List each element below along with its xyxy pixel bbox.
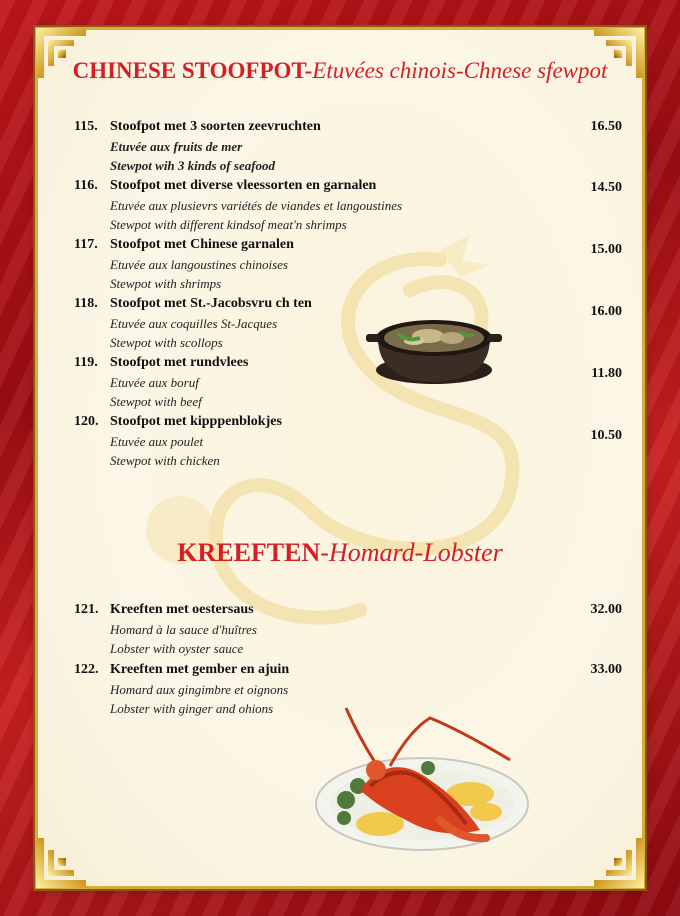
item-name-dutch: Stoofpot met 3 soorten zeevruchten xyxy=(110,119,321,134)
item-name-dutch: Stoofpot met kipppenblokjes xyxy=(110,414,282,429)
stewpot-photo xyxy=(364,308,504,390)
item-name-french: Etuvée aux poulet xyxy=(110,434,204,449)
item-name-french: Etuvée aux fruits de mer xyxy=(110,139,243,154)
item-name-english: Stewpot with chicken xyxy=(110,453,220,468)
item-name-french: Etuvée aux plusievrs variétés de viandes et langoustines xyxy=(110,198,403,213)
item-price: 10.50 xyxy=(590,428,622,443)
item-price: 16.00 xyxy=(590,304,622,319)
item-name-english: Lobster with ginger and ohions xyxy=(110,701,274,716)
item-name-english: Stewpot with scollops xyxy=(110,335,223,350)
item-name-dutch: Stoofpot met diverse vleessorten en garnalen xyxy=(110,178,377,193)
item-price: 32.00 xyxy=(590,602,622,617)
item-name-french: Etuvée aux langoustines chinoises xyxy=(110,257,288,272)
item-name-english: Stewpot with beef xyxy=(110,394,202,409)
item-number: 122. xyxy=(74,662,99,677)
item-name-dutch: Stoofpot met rundvlees xyxy=(110,355,249,370)
item-price: 16.50 xyxy=(590,119,622,134)
item-price: 14.50 xyxy=(590,180,622,195)
item-number: 121. xyxy=(74,602,99,617)
section-title-stewpot xyxy=(0,58,680,84)
item-name-french: Homard aux gingimbre et oignons xyxy=(110,682,289,697)
item-price: 15.00 xyxy=(590,242,622,257)
item-name-french: Etuvée aux boruf xyxy=(110,375,199,390)
item-price: 33.00 xyxy=(590,662,622,677)
item-name-english: Stewpot wih 3 kinds of seafood xyxy=(110,158,276,173)
item-name-dutch: Kreeften met gember en ajuin xyxy=(110,662,290,677)
lobster-photo xyxy=(310,700,532,860)
corner-ornament-bottom-left xyxy=(34,836,88,890)
section-title-stewpot-sub: Etuvées chinois-Chnese sfewpot xyxy=(312,58,608,83)
section-title-lobster-sub: -Homard-Lobster xyxy=(320,538,503,567)
item-number: 116. xyxy=(74,178,98,193)
item-name-dutch: Stoofpot met St.-Jacobsvru ch ten xyxy=(110,296,312,311)
item-number: 119. xyxy=(74,355,98,370)
item-number: 118. xyxy=(74,296,98,311)
item-name-english: Stewpot with different kindsof meat'n shrimps xyxy=(110,217,347,232)
item-name-english: Stewpot with shrimps xyxy=(110,276,222,291)
corner-ornament-bottom-right xyxy=(592,836,646,890)
item-name-dutch: Stoofpot met Chinese garnalen xyxy=(110,237,294,252)
item-number: 117. xyxy=(74,237,98,252)
item-name-french: Homard à la sauce d'huîtres xyxy=(110,622,257,637)
item-price: 11.80 xyxy=(591,366,622,381)
item-number: 120. xyxy=(74,414,99,429)
section-title-stewpot-main: CHINESE STOOFPOT- xyxy=(72,58,313,83)
section-title-lobster xyxy=(0,538,680,568)
item-name-english: Lobster with oyster sauce xyxy=(110,641,244,656)
item-number: 115. xyxy=(74,119,98,134)
item-name-dutch: Kreeften met oestersaus xyxy=(110,602,254,617)
item-name-french: Etuvée aux coquilles St-Jacques xyxy=(110,316,278,331)
section-title-lobster-main: KREEFTEN xyxy=(177,538,321,567)
